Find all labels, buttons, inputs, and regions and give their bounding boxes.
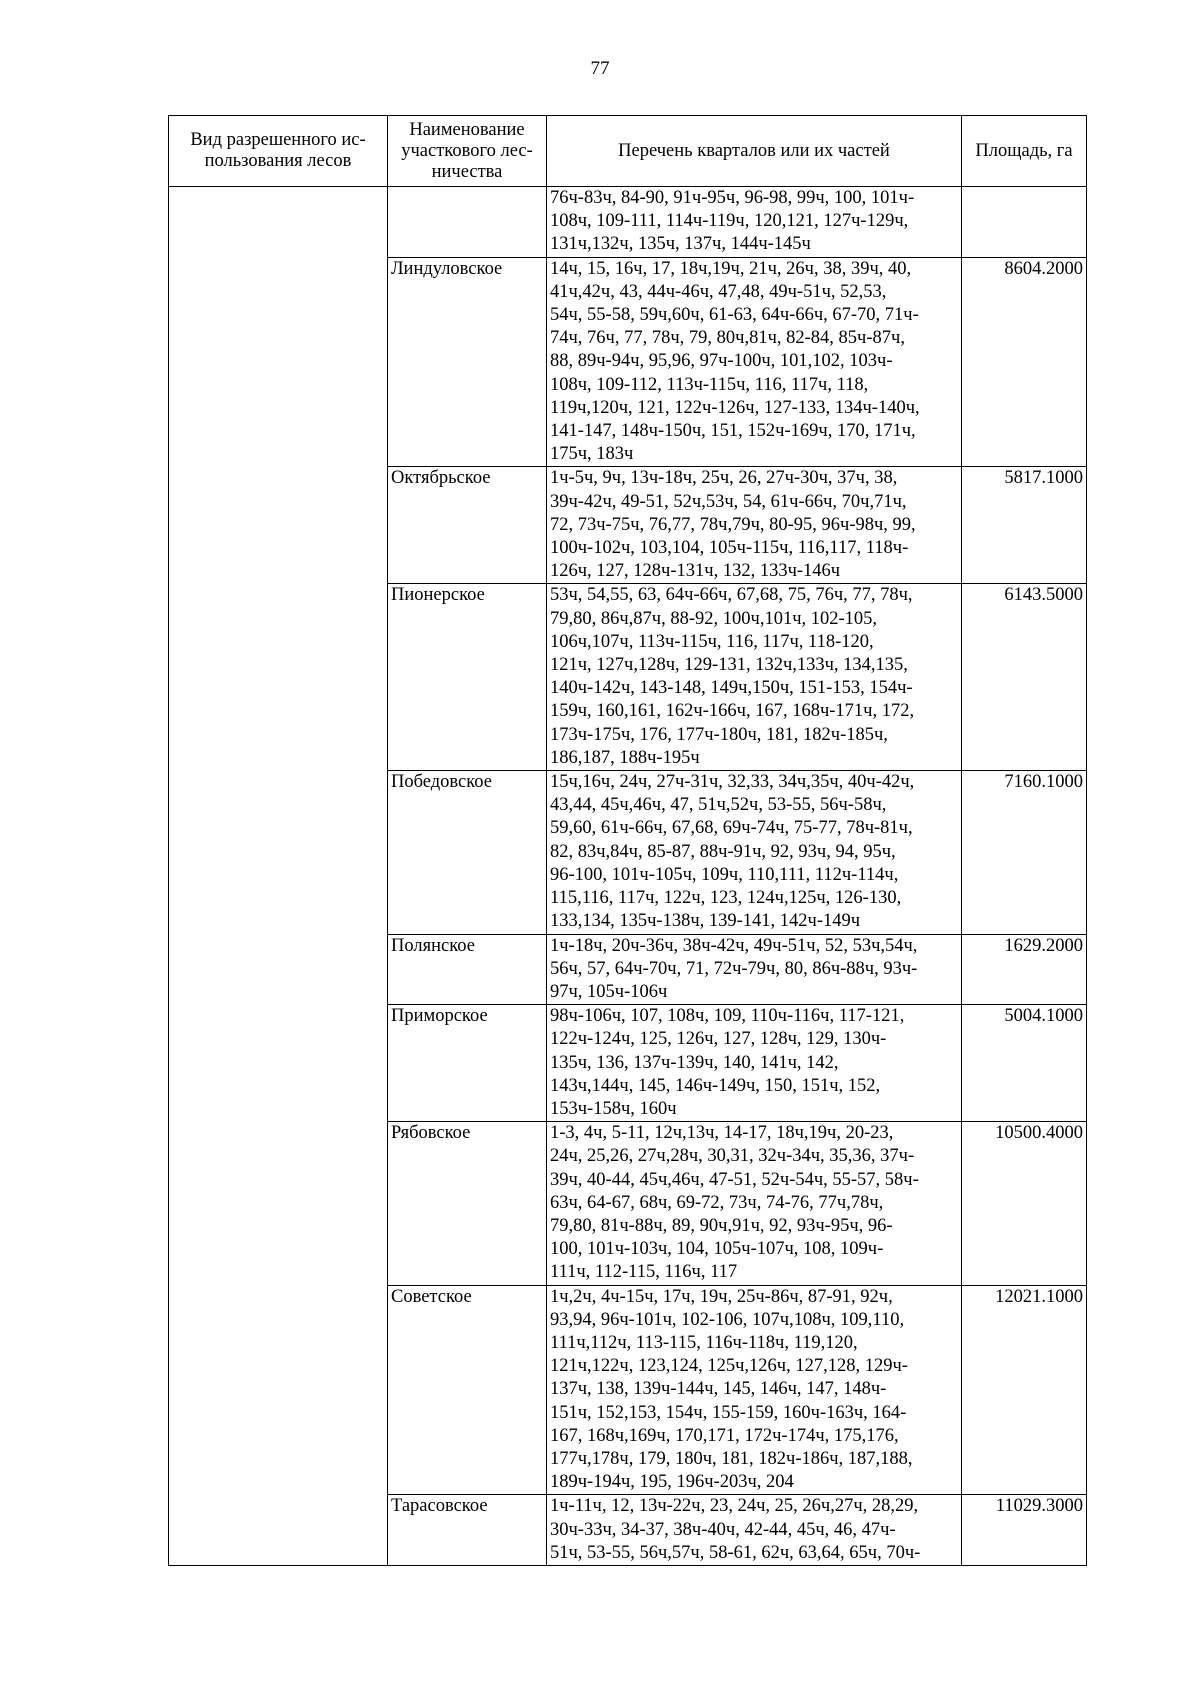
blocks-line: 106ч,107ч, 113ч-115ч, 116, 117ч, 118-120, xyxy=(550,631,874,652)
forestry-name-cell: Линдуловское xyxy=(388,257,547,467)
area-cell: 5004.1000 xyxy=(962,1005,1087,1122)
blocks-list-cell xyxy=(547,467,962,584)
area-cell: 8604.2000 xyxy=(962,257,1087,467)
forestry-name-cell: Рябовское xyxy=(388,1122,547,1285)
blocks-line: 1ч-5ч, 9ч, 13ч-18ч, 25ч, 26, 27ч-30ч, 37ч, 38, xyxy=(550,468,898,489)
forestry-name-cell: Пионерское xyxy=(388,584,547,771)
blocks-line: 141-147, 148ч-150ч, 151, 152ч-169ч, 170, 171ч, xyxy=(550,421,916,442)
blocks-line: 14ч, 15, 16ч, 17, 18ч,19ч, 21ч, 26ч, 38, 39ч, 40, xyxy=(550,258,912,279)
blocks-list-cell xyxy=(547,257,962,467)
header-line: участкового лес- xyxy=(401,140,533,161)
forestry-name-cell: Октябрьское xyxy=(388,467,547,584)
blocks-line: 108ч, 109-111, 114ч-119ч, 120,121, 127ч-129ч, xyxy=(550,211,909,232)
blocks-line: 98ч-106ч, 107, 108ч, 109, 110ч-116ч, 117-121, xyxy=(550,1006,905,1027)
header-use-type xyxy=(169,116,388,187)
area-cell: 12021.1000 xyxy=(962,1285,1087,1495)
blocks-line: 121ч,122ч, 123,124, 125ч,126ч, 127,128, 129ч- xyxy=(550,1356,908,1377)
blocks-line: 30ч-33ч, 34-37, 38ч-40ч, 42-44, 45ч, 46, 47ч- xyxy=(550,1519,896,1540)
blocks-line: 59,60, 61ч-66ч, 67,68, 69ч-74ч, 75-77, 78ч-81ч, xyxy=(550,818,913,839)
blocks-line: 51ч, 53-55, 56ч,57ч, 58-61, 62ч, 63,64, 65ч, 70ч- xyxy=(550,1542,921,1563)
blocks-line: 133,134, 135ч-138ч, 139-141, 142ч-149ч xyxy=(550,911,861,932)
blocks-line: 131ч,132ч, 135ч, 137ч, 144ч-145ч xyxy=(550,234,811,255)
area-cell: 10500.4000 xyxy=(962,1122,1087,1285)
blocks-line: 121ч, 127ч,128ч, 129-131, 132ч,133ч, 134,135, xyxy=(550,655,908,676)
blocks-line: 15ч,16ч, 24ч, 27ч-31ч, 32,33, 34ч,35ч, 40ч-42ч, xyxy=(550,772,915,793)
blocks-line: 189ч-194ч, 195, 196ч-203ч, 204 xyxy=(550,1472,794,1493)
area-cell: 1629.2000 xyxy=(962,934,1087,1005)
forestry-name-cell: Тарасовское xyxy=(388,1495,547,1566)
blocks-line: 100ч-102ч, 103,104, 105ч-115ч, 116,117, 118ч- xyxy=(550,538,909,559)
header-blocks xyxy=(547,116,962,187)
blocks-line: 72, 73ч-75ч, 76,77, 78ч,79ч, 80-95, 96ч-98ч, 99, xyxy=(550,514,916,535)
blocks-line: 126ч, 127, 128ч-131ч, 132, 133ч-146ч xyxy=(550,561,841,582)
blocks-list-cell xyxy=(547,187,962,258)
blocks-line: 1ч-11ч, 12, 13ч-22ч, 23, 24ч, 25, 26ч,27ч, 28,29, xyxy=(550,1496,919,1517)
forestry-name-cell: Победовское xyxy=(388,771,547,934)
forestry-name-cell xyxy=(388,187,547,258)
blocks-line: 1-3, 4ч, 5-11, 12ч,13ч, 14-17, 18ч,19ч, 20-23, xyxy=(550,1123,894,1144)
blocks-line: 1ч,2ч, 4ч-15ч, 17ч, 19ч, 25ч-86ч, 87-91, 92ч, xyxy=(550,1286,893,1307)
forestry-name-cell: Полянское xyxy=(388,934,547,1005)
blocks-list-cell xyxy=(547,934,962,1005)
area-cell xyxy=(962,187,1087,258)
blocks-list-cell xyxy=(547,584,962,771)
blocks-line: 43,44, 45ч,46ч, 47, 51ч,52ч, 53-55, 56ч-58ч, xyxy=(550,795,887,816)
forestry-name-cell: Советское xyxy=(388,1285,547,1495)
blocks-line: 173ч-175ч, 176, 177ч-180ч, 181, 182ч-185ч, xyxy=(550,724,888,745)
blocks-line: 76ч-83ч, 84-90, 91ч-95ч, 96-98, 99ч, 100, 101ч- xyxy=(550,188,915,208)
blocks-line: 56ч, 57, 64ч-70ч, 71, 72ч-79ч, 80, 86ч-88ч, 93ч- xyxy=(550,958,918,979)
blocks-line: 93,94, 96ч-101ч, 102-106, 107ч,108ч, 109,110, xyxy=(550,1309,905,1330)
header-forestry-name xyxy=(388,116,547,187)
page-number: 77 xyxy=(590,58,610,79)
blocks-line: 54ч, 55-58, 59ч,60ч, 61-63, 64ч-66ч, 67-70, 71ч- xyxy=(550,305,919,326)
use-type-cell xyxy=(169,187,388,1566)
blocks-line: 115,116, 117ч, 122ч, 123, 124ч,125ч, 126-130, xyxy=(550,888,902,909)
blocks-line: 186,187, 188ч-195ч xyxy=(550,747,700,768)
forestry-name-cell: Приморское xyxy=(388,1005,547,1122)
blocks-line: 111ч, 112-115, 116ч, 117 xyxy=(550,1262,738,1283)
blocks-list-cell xyxy=(547,1495,962,1566)
header-line: Площадь, га xyxy=(975,140,1073,161)
blocks-line: 79,80, 86ч,87ч, 88-92, 100ч,101ч, 102-105, xyxy=(550,608,878,629)
table-header-row xyxy=(169,116,1087,187)
blocks-line: 88, 89ч-94ч, 95,96, 97ч-100ч, 101,102, 103ч- xyxy=(550,351,893,372)
blocks-line: 24ч, 25,26, 27ч,28ч, 30,31, 32ч-34ч, 35,36, 37ч- xyxy=(550,1146,915,1167)
header-line: Наименование xyxy=(409,119,525,140)
blocks-line: 100, 101ч-103ч, 104, 105ч-107ч, 108, 109ч- xyxy=(550,1239,884,1260)
area-cell: 7160.1000 xyxy=(962,771,1087,934)
blocks-list-cell xyxy=(547,1285,962,1495)
blocks-line: 63ч, 64-67, 68ч, 69-72, 73ч, 74-76, 77ч,78ч, xyxy=(550,1192,884,1213)
blocks-line: 122ч-124ч, 125, 126ч, 127, 128ч, 129, 130ч- xyxy=(550,1029,887,1050)
blocks-line: 140ч-142ч, 143-148, 149ч,150ч, 151-153, 154ч- xyxy=(550,678,913,699)
area-cell: 6143.5000 xyxy=(962,584,1087,771)
blocks-line: 159ч, 160,161, 162ч-166ч, 167, 168ч-171ч, 172, xyxy=(550,701,915,722)
blocks-line: 135ч, 136, 137ч-139ч, 140, 141ч, 142, xyxy=(550,1052,839,1073)
header-line: Перечень кварталов или их частей xyxy=(618,140,890,161)
blocks-line: 175ч, 183ч xyxy=(550,444,634,465)
header-line: пользования лесов xyxy=(204,151,352,171)
blocks-line: 137ч, 138, 139ч-144ч, 145, 146ч, 147, 148ч- xyxy=(550,1379,887,1400)
blocks-line: 96-100, 101ч-105ч, 109ч, 110,111, 112ч-114ч, xyxy=(550,864,899,885)
blocks-line: 39ч-42ч, 49-51, 52ч,53ч, 54, 61ч-66ч, 70ч,71ч, xyxy=(550,491,907,512)
blocks-list-cell xyxy=(547,1005,962,1122)
blocks-line: 74ч, 76ч, 77, 78ч, 79, 80ч,81ч, 82-84, 85ч-87ч, xyxy=(550,328,905,349)
blocks-list-cell xyxy=(547,1122,962,1285)
blocks-line: 39ч, 40-44, 45ч,46ч, 47-51, 52ч-54ч, 55-57, 58ч- xyxy=(550,1169,919,1190)
blocks-line: 41ч,42ч, 43, 44ч-46ч, 47,48, 49ч-51ч, 52,53, xyxy=(550,281,887,302)
blocks-line: 82, 83ч,84ч, 85-87, 88ч-91ч, 92, 93ч, 94, 95ч, xyxy=(550,841,896,862)
header-area xyxy=(962,116,1087,187)
blocks-line: 151ч, 152,153, 154ч, 155-159, 160ч-163ч, 164- xyxy=(550,1402,907,1423)
blocks-line: 143ч,144ч, 145, 146ч-149ч, 150, 151ч, 152, xyxy=(550,1075,881,1096)
blocks-line: 1ч-18ч, 20ч-36ч, 38ч-42ч, 49ч-51ч, 52, 53ч,54ч, xyxy=(550,935,918,956)
header-line: Вид разрешенного ис- xyxy=(190,130,366,150)
header-line: ничества xyxy=(431,161,503,182)
blocks-line: 177ч,178ч, 179, 180ч, 181, 182ч-186ч, 187,188, xyxy=(550,1448,913,1469)
blocks-line: 111ч,112ч, 113-115, 116ч-118ч, 119,120, xyxy=(550,1332,858,1353)
blocks-line: 153ч-158ч, 160ч xyxy=(550,1098,677,1119)
table-row xyxy=(169,187,1087,258)
blocks-line: 119ч,120ч, 121, 122ч-126ч, 127-133, 134ч-140ч, xyxy=(550,397,920,418)
blocks-line: 97ч, 105ч-106ч xyxy=(550,981,668,1002)
forest-use-table xyxy=(168,115,1087,1566)
blocks-list-cell xyxy=(547,771,962,934)
blocks-line: 167, 168ч,169ч, 170,171, 172ч-174ч, 175,176, xyxy=(550,1425,899,1446)
blocks-line: 108ч, 109-112, 113ч-115ч, 116, 117ч, 118, xyxy=(550,374,869,395)
blocks-line: 53ч, 54,55, 63, 64ч-66ч, 67,68, 75, 76ч, 77, 78ч, xyxy=(550,585,913,606)
area-cell: 11029.3000 xyxy=(962,1495,1087,1566)
blocks-line: 79,80, 81ч-88ч, 89, 90ч,91ч, 92, 93ч-95ч, 96- xyxy=(550,1215,893,1236)
area-cell: 5817.1000 xyxy=(962,467,1087,584)
